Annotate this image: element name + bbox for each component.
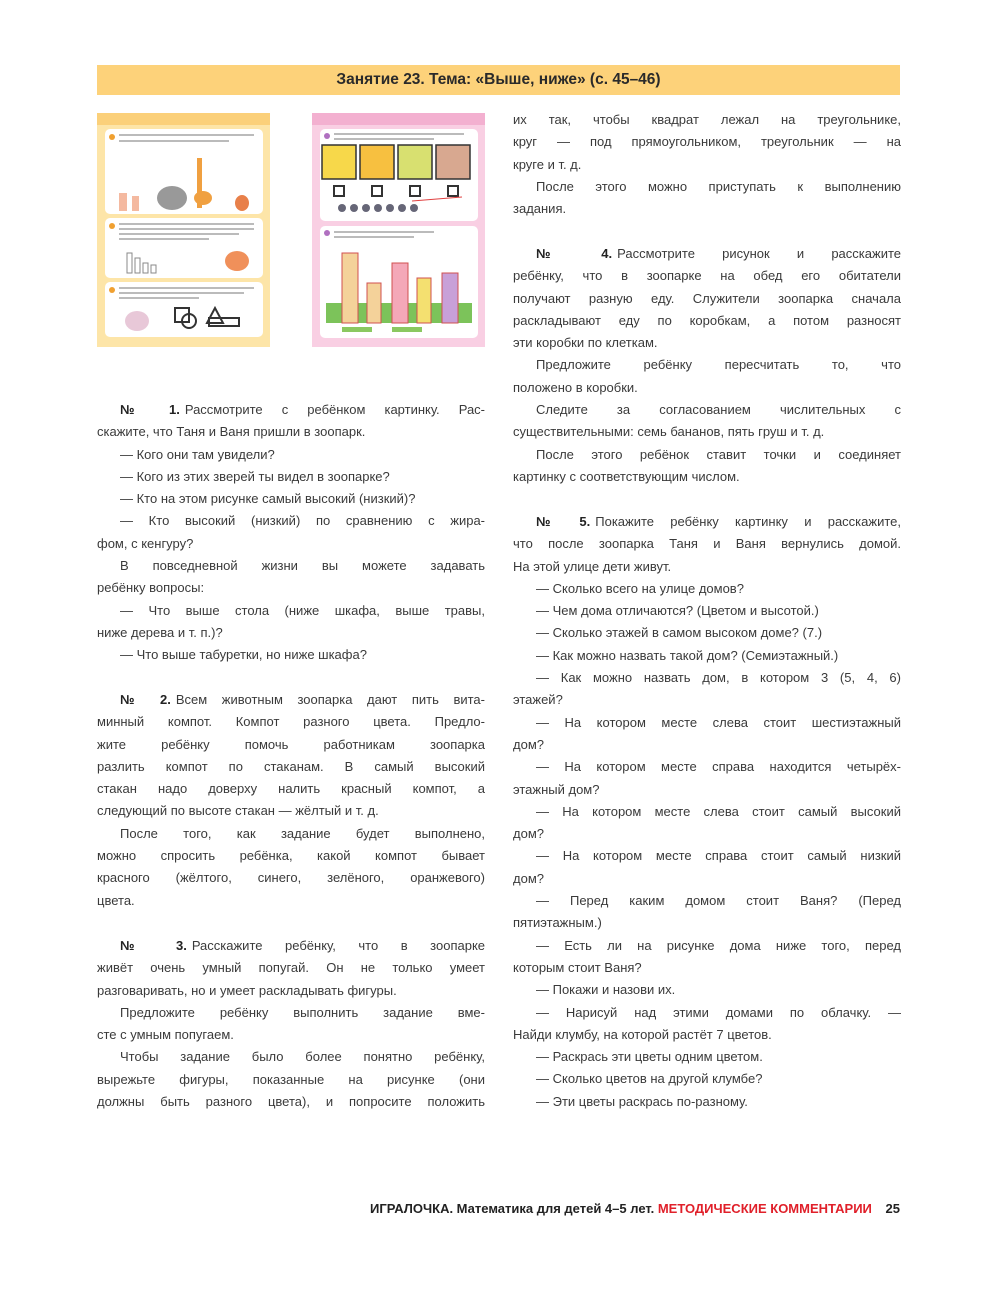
text-line	[97, 867, 485, 889]
line-text: После этого можно приступать к выполнению	[536, 178, 901, 194]
line-text: можно спросить ребёнка, какой компот бывает	[97, 848, 485, 864]
exercise-number: № 5.	[536, 514, 591, 529]
text-line	[513, 622, 901, 644]
line-text: — Сколько этажей в самом высоком доме? (7.)	[536, 625, 823, 641]
line-text: На этой улице дети живут.	[513, 558, 672, 574]
text-line	[513, 935, 901, 957]
footer-book-title: ИГРАЛОЧКА. Математика для детей 4–5 лет.	[369, 1201, 655, 1216]
line-text: существительными: семь бананов, пять груш и т. д.	[513, 424, 825, 440]
line-text: этажей?	[513, 692, 563, 708]
line-text: Чтобы задание было более понятно ребёнку,	[120, 1049, 485, 1065]
line-text: Расскажите ребёнку, что в зоопарке	[191, 938, 486, 953]
text-line	[513, 689, 901, 711]
text-line	[513, 354, 901, 376]
line-text: — Что выше табуретки, но ниже шкафа?	[120, 647, 367, 663]
text-line	[97, 577, 485, 599]
text-line	[513, 109, 901, 131]
line-text: цвета.	[97, 892, 135, 908]
line-text: В повседневной жизни вы можете задавать	[120, 558, 485, 574]
line-text: — Как можно назвать такой дом? (Семиэтажный.)	[536, 647, 839, 663]
line-text: картинку с соответствующим числом.	[513, 468, 740, 484]
exercise-number: № 2.	[120, 692, 171, 707]
line-text: получают разную еду. Служители зоопарка сначала	[513, 290, 901, 306]
line-text: Всем животным зоопарка дают пить вита-	[175, 692, 485, 707]
lesson-title: Занятие 23. Тема: «Выше, ниже» (с. 45–46)	[336, 71, 661, 88]
text-line	[97, 689, 485, 711]
line-text: После того, как задание будет выполнено,	[120, 825, 485, 841]
line-text: Рассмотрите рисунок и расскажите	[617, 246, 901, 261]
text-line	[513, 1091, 901, 1113]
text-line	[97, 756, 485, 778]
workbook-page-45-thumbnail	[97, 113, 270, 347]
exercise-number: № 3.	[120, 938, 187, 953]
text-line	[513, 466, 901, 488]
line-text: этажный дом?	[513, 781, 600, 797]
text-line	[513, 444, 901, 466]
text-line	[513, 533, 901, 555]
line-text: фом, с кенгуру?	[97, 535, 194, 551]
text-line	[513, 310, 901, 332]
text-line	[513, 868, 901, 890]
text-line	[97, 800, 485, 822]
line-text: сте с умным попугаем.	[97, 1027, 234, 1043]
text-line	[513, 823, 901, 845]
line-text: дом?	[513, 870, 544, 886]
text-line	[513, 265, 901, 287]
line-text: круге и т. д.	[513, 156, 582, 172]
line-text: задания.	[513, 201, 567, 217]
text-line	[513, 1068, 901, 1090]
line-text: — Эти цветы раскрась по-разному.	[536, 1093, 748, 1109]
line-text: ребёнку вопросы:	[97, 580, 205, 596]
text-line	[97, 555, 485, 577]
text-line	[513, 578, 901, 600]
line-text: вырежьте фигуры, показанные на рисунке (они	[97, 1071, 485, 1087]
text-line	[513, 176, 901, 198]
text-line	[513, 734, 901, 756]
exercise-section	[97, 935, 485, 1113]
text-line	[97, 644, 485, 666]
exercise-section	[513, 109, 901, 220]
text-line	[513, 1046, 901, 1068]
line-text: — Кто на этом рисунке самый высокий (низкий)?	[120, 491, 416, 507]
text-line	[97, 778, 485, 800]
text-line	[97, 399, 485, 421]
text-line	[97, 1024, 485, 1046]
text-line	[513, 667, 901, 689]
text-line	[513, 845, 901, 867]
text-line	[97, 890, 485, 912]
line-text: живёт очень умный попугай. Он не только умеет	[97, 960, 485, 976]
line-text: разговаривать, но и умеет раскладывать фигуры.	[97, 982, 397, 998]
text-line	[513, 957, 901, 979]
line-text: ниже дерева и т. п.)?	[97, 624, 223, 640]
text-line	[97, 935, 485, 957]
line-text: Предложите ребёнку выполнить задание вме-	[120, 1004, 485, 1020]
line-text: их так, чтобы квадрат лежал на треугольнике,	[513, 112, 901, 127]
text-line	[97, 510, 485, 532]
text-line	[97, 1091, 485, 1113]
text-line	[513, 645, 901, 667]
text-line	[513, 421, 901, 443]
text-line	[97, 444, 485, 466]
text-line	[97, 845, 485, 867]
text-line	[513, 243, 901, 265]
text-line	[513, 890, 901, 912]
exercise-section	[97, 689, 485, 912]
line-text: дом?	[513, 826, 544, 842]
page-footer	[370, 1201, 900, 1216]
text-line	[97, 488, 485, 510]
line-text: что после зоопарка Таня и Ваня вернулись домой.	[513, 536, 901, 552]
line-text: — На котором месте справа находится четырёх-	[536, 759, 901, 775]
text-line	[513, 1024, 901, 1046]
line-text: положено в коробки.	[513, 379, 638, 395]
line-text: Следите за согласованием числительных с	[536, 402, 901, 418]
line-text: должны быть разного цвета), и попросите положить	[97, 1094, 485, 1110]
exercise-number: № 4.	[536, 246, 613, 261]
text-line	[97, 600, 485, 622]
text-line	[97, 421, 485, 443]
line-text: — Чем дома отличаются? (Цветом и высотой.)	[536, 603, 819, 619]
line-text: — Нарисуй над этими домами по облачку. —	[536, 1004, 901, 1020]
line-text: пятиэтажным.)	[513, 915, 602, 931]
text-line	[513, 399, 901, 421]
text-line	[97, 957, 485, 979]
line-text: — Кого они там увидели?	[120, 446, 275, 462]
line-text: — Кто высокий (низкий) по сравнению с жира-	[120, 513, 485, 529]
text-line	[513, 1002, 901, 1024]
text-line	[97, 1069, 485, 1091]
line-text: скажите, что Таня и Ваня пришли в зоопарк.	[97, 424, 366, 440]
line-text: красного (жёлтого, синего, зелёного, оранжевого)	[97, 870, 485, 886]
line-text: следующий по высоте стакан — жёлтый и т. д.	[97, 803, 379, 819]
line-text: стакан надо доверху налить красный компот, а	[97, 781, 485, 797]
line-text: — Раскрась эти цветы одним цветом.	[536, 1049, 763, 1065]
text-line	[97, 622, 485, 644]
line-text: — Сколько цветов на другой клумбе?	[536, 1071, 763, 1087]
text-line	[513, 377, 901, 399]
text-line	[513, 600, 901, 622]
line-text: жите ребёнку помочь работникам зоопарка	[97, 736, 485, 752]
line-text: минный компот. Компот разного цвета. Предло-	[97, 714, 485, 730]
exercise-section	[97, 399, 485, 667]
exercise-section	[513, 243, 901, 488]
footer-section-title: МЕТОДИЧЕСКИЕ КОММЕНТАРИИ	[657, 1201, 872, 1216]
workbook-page-46-thumbnail	[312, 113, 485, 347]
line-text: После этого ребёнок ставит точки и соединяет	[536, 446, 901, 462]
line-text: Найди клумбу, на которой растёт 7 цветов.	[513, 1026, 772, 1042]
lesson-header	[97, 65, 900, 95]
line-text: — На котором месте справа стоит самый низкий	[536, 848, 901, 864]
page-number: 25	[885, 1201, 900, 1216]
exercise-number: № 1.	[120, 402, 180, 417]
text-line	[513, 131, 901, 153]
line-text: разлить компот по стаканам. В самый высокий	[97, 758, 485, 774]
line-text: эти коробки по клеткам.	[513, 335, 658, 351]
text-line	[513, 511, 901, 533]
line-text: круг — под прямоугольником, треугольник — на	[513, 134, 901, 150]
text-line	[97, 711, 485, 733]
line-text: дом?	[513, 736, 544, 752]
text-line	[97, 734, 485, 756]
line-text: — Что выше стола (ниже шкафа, выше травы,	[120, 602, 485, 618]
text-line	[97, 1002, 485, 1024]
text-line	[97, 980, 485, 1002]
text-line	[97, 1046, 485, 1068]
line-text: раскладывают еду по коробкам, а потом разносят	[513, 312, 901, 328]
text-line	[513, 912, 901, 934]
line-text: ребёнку, что в зоопарке на обед его обитатели	[513, 268, 901, 284]
exercise-section	[513, 511, 901, 1113]
text-line	[513, 154, 901, 176]
line-text: Предложите ребёнку пересчитать то, что	[536, 357, 901, 373]
line-text: которым стоит Ваня?	[513, 959, 642, 975]
text-line	[97, 466, 485, 488]
line-text: — На котором месте слева стоит самый высокий	[536, 803, 901, 819]
text-line	[513, 332, 901, 354]
line-text: — Перед каким домом стоит Ваня? (Перед	[536, 893, 901, 909]
text-line	[513, 756, 901, 778]
line-text: — На котором месте слева стоит шестиэтажный	[536, 714, 901, 730]
line-text: — Кого из этих зверей ты видел в зоопарке?	[120, 468, 390, 484]
text-line	[513, 801, 901, 823]
text-line	[513, 712, 901, 734]
text-line	[513, 979, 901, 1001]
line-text: — Сколько всего на улице домов?	[536, 580, 744, 596]
text-line	[513, 779, 901, 801]
line-text: Рассмотрите с ребёнком картинку. Рас-	[184, 402, 486, 417]
line-text: — Как можно назвать дом, в котором 3 (5, 4, 6)	[536, 670, 901, 686]
text-line	[97, 533, 485, 555]
text-line	[513, 198, 901, 220]
text-line	[97, 823, 485, 845]
text-line	[513, 288, 901, 310]
line-text: — Покажи и назови их.	[536, 982, 676, 998]
text-line	[513, 556, 901, 578]
line-text: — Есть ли на рисунке дома ниже того, перед	[536, 937, 901, 953]
line-text: Покажите ребёнку картинку и расскажите,	[595, 514, 901, 529]
